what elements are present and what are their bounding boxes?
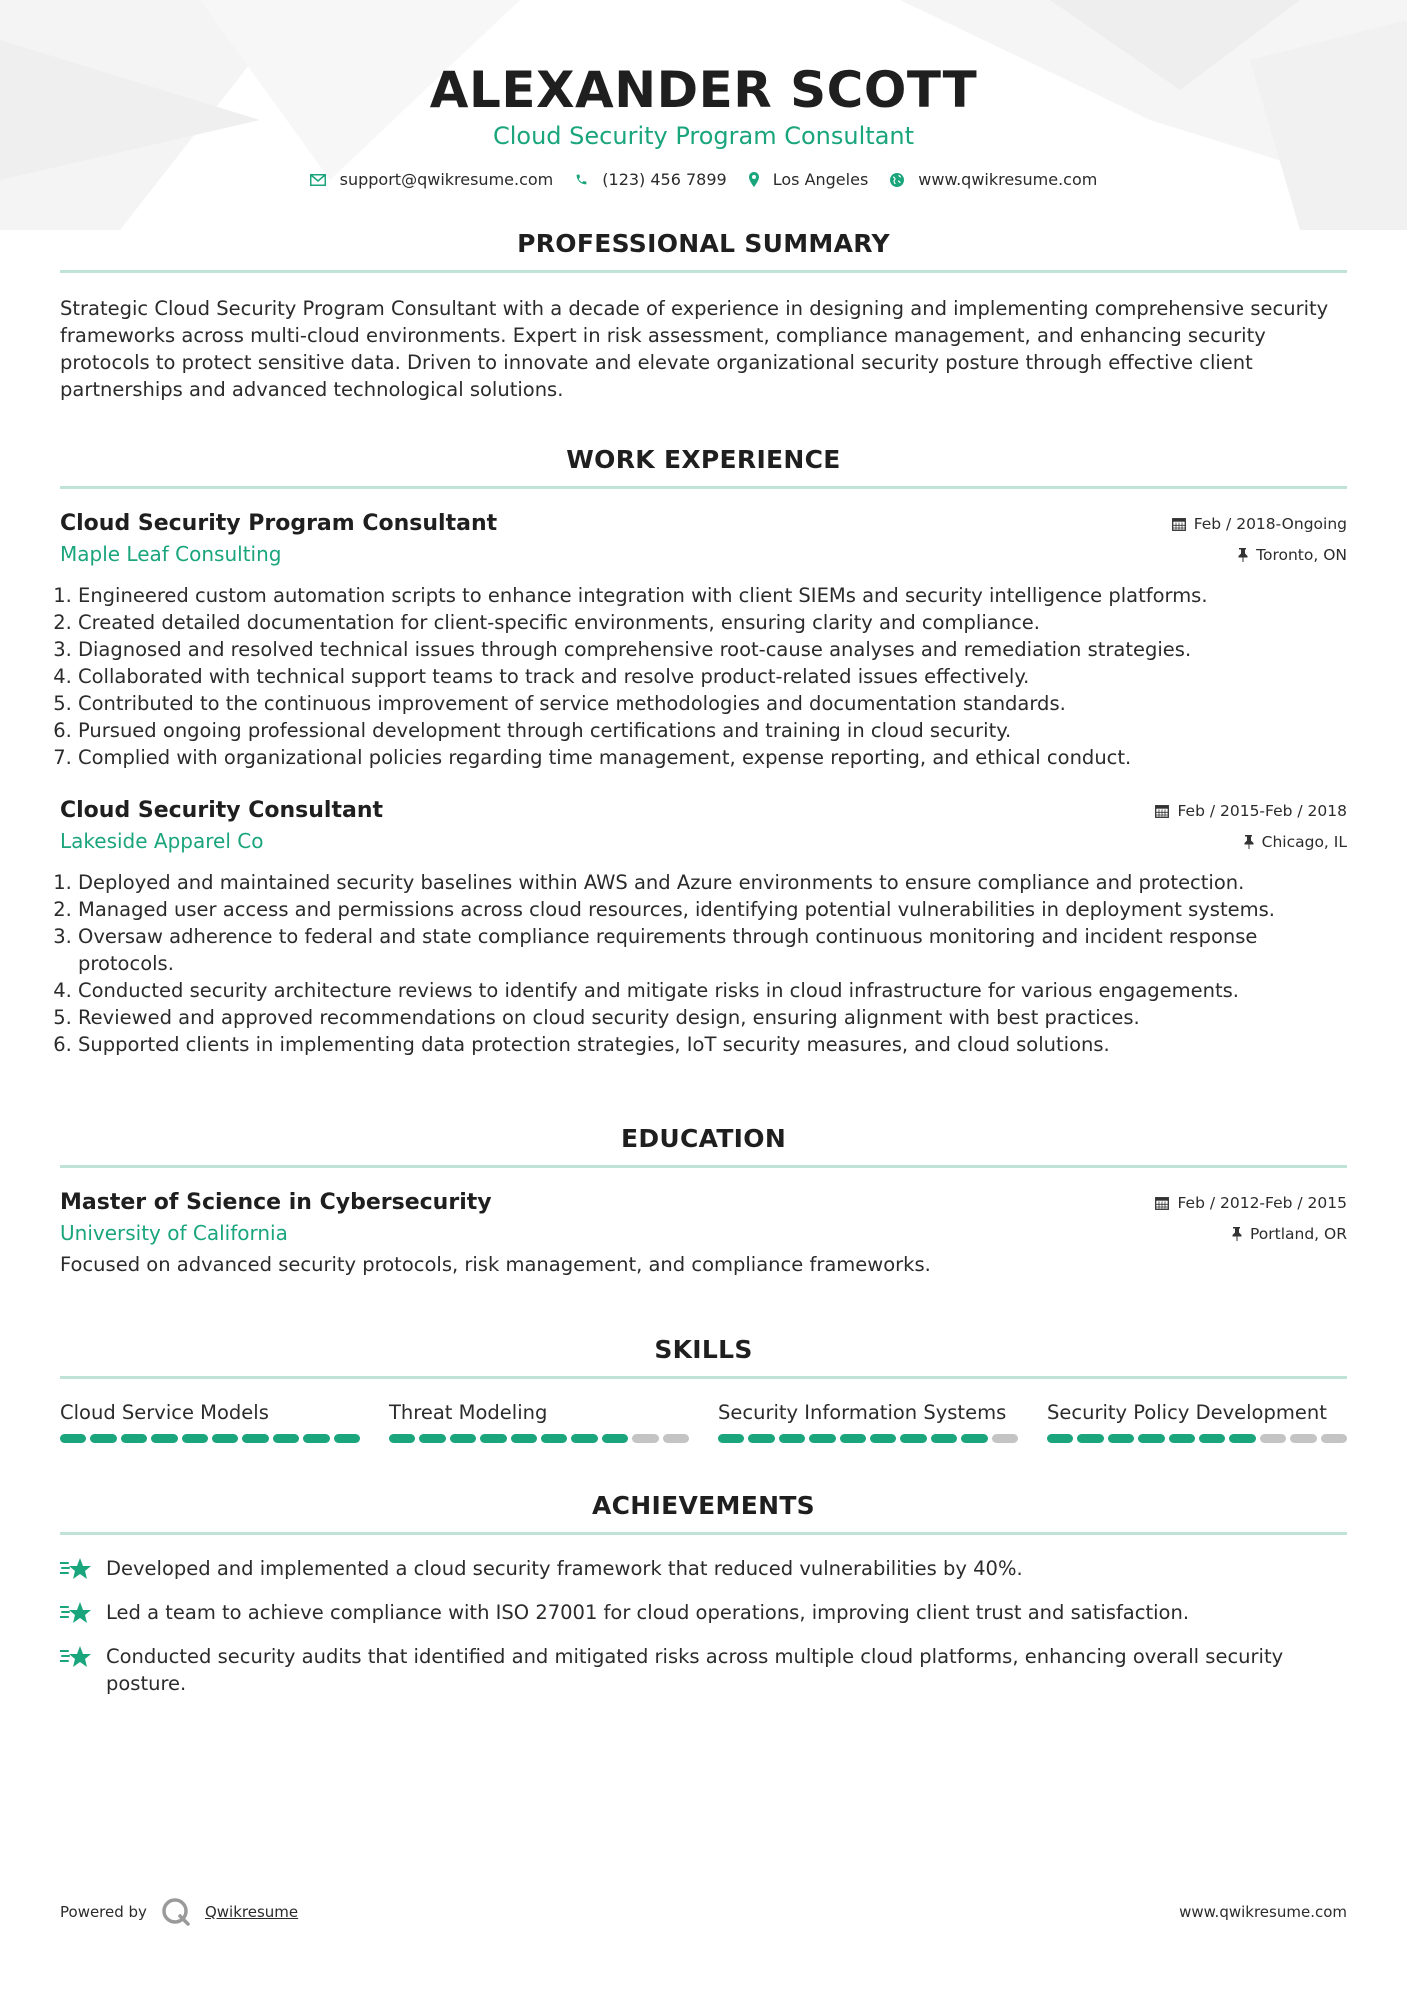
skill-segment-filled [840,1434,866,1443]
education-heading: EDUCATION [620,1124,787,1153]
skill-segment-filled [961,1434,987,1443]
duty-item: 6. Pursued ongoing professional development through certifications and training in cloud security. [78,717,1347,744]
duty-item: 2. Created detailed documentation for client-specific environments, ensuring clarity and compliance. [78,609,1347,636]
job-location [1243,833,1347,851]
achievement-item [60,1599,1347,1626]
skill-segment-filled [1077,1434,1103,1443]
section-divider [60,486,1347,489]
skill-level-bar [1047,1434,1347,1443]
skill-segment-filled [931,1434,957,1443]
qwikresume-logo-icon [161,1898,191,1926]
skill-segment-filled [480,1434,506,1443]
skill-segment-filled [900,1434,926,1443]
achievement-list [60,1555,1347,1697]
location-text: Los Angeles [772,170,869,189]
star-icon [60,1557,92,1581]
skill-segment-filled [212,1434,238,1443]
job-title: Cloud Security Consultant [60,798,384,823]
skills-heading: SKILLS [654,1335,753,1364]
skill-name: Security Information Systems [718,1401,1007,1424]
skill-segment-empty [992,1434,1018,1443]
job-entry [60,798,1347,1058]
job-title: Cloud Security Program Consultant [60,511,498,536]
achievement-text: Led a team to achieve compliance with ISO 27001 for cloud operations, improving client trust and satisfaction. [106,1601,1190,1624]
skill-name: Cloud Service Models [60,1401,269,1424]
star-icon [60,1645,92,1669]
job-entry [60,511,1347,771]
job-date [1155,802,1347,820]
skill-segment-filled [242,1434,268,1443]
skill-segment-filled [1047,1434,1073,1443]
company-name: Maple Leaf Consulting [60,542,282,566]
skill-segment-empty [1321,1434,1347,1443]
skill-segment-filled [1199,1434,1225,1443]
skill-segment-filled [718,1434,744,1443]
envelope-icon [310,174,326,186]
star-icon [60,1601,92,1625]
experience-section [60,445,1347,1058]
skill-segment-filled [1229,1434,1255,1443]
skill-segment-filled [1169,1434,1195,1443]
skill-segment-filled [1108,1434,1134,1443]
skill-segment-filled [602,1434,628,1443]
contact-phone[interactable] [575,170,726,189]
education-date-text: Feb / 2012-Feb / 2015 [1177,1194,1347,1212]
job-location [1237,546,1347,564]
website-text: www.qwikresume.com [918,170,1098,189]
skills-section [60,1335,1347,1443]
skill-segment-filled [60,1434,86,1443]
skill-item [718,1399,1018,1443]
duty-item: 1. Engineered custom automation scripts to enhance integration with client SIEMs and security intelligence platforms. [78,582,1347,609]
skill-level-bar [389,1434,689,1443]
duty-list [60,869,1347,1058]
skill-segment-filled [450,1434,476,1443]
email-text: support@qwikresume.com [339,170,554,189]
contact-bar [60,170,1347,189]
calendar-icon [1172,517,1186,531]
school-name: University of California [60,1221,288,1245]
company-name: Lakeside Apparel Co [60,829,264,853]
qwikresume-link[interactable]: Qwikresume [204,1903,299,1921]
duty-item: 4. Collaborated with technical support teams to track and resolve product-related issues effectively. [78,663,1347,690]
summary-section [60,229,1347,403]
duty-item: 7. Complied with organizational policies regarding time management, expense reporting, and ethical conduct. [78,744,1347,771]
pushpin-icon [1243,835,1254,849]
skill-segment-filled [334,1434,360,1443]
skill-segment-filled [273,1434,299,1443]
skill-segment-filled [419,1434,445,1443]
calendar-icon [1155,1196,1169,1210]
map-pin-icon [749,172,759,187]
education-location [1231,1225,1347,1243]
skill-segment-filled [748,1434,774,1443]
skill-item [1047,1399,1347,1443]
achievement-text: Conducted security audits that identified and mitigated risks across multiple cloud platforms, enhancing overall security posture. [106,1645,1284,1695]
duty-item: 1. Deployed and maintained security baselines within AWS and Azure environments to ensure compliance and protection. [78,869,1347,896]
duty-item: 5. Reviewed and approved recommendations on cloud security design, ensuring alignment with best practices. [78,1004,1347,1031]
contact-website[interactable] [890,170,1097,189]
skill-segment-empty [663,1434,689,1443]
candidate-title: Cloud Security Program Consultant [492,122,915,150]
skill-name: Threat Modeling [389,1401,548,1424]
powered-by [60,1898,298,1926]
job-date-text: Feb / 2015-Feb / 2018 [1177,802,1347,820]
education-section [60,1124,1347,1278]
achievements-heading: ACHIEVEMENTS [592,1491,815,1520]
calendar-icon [1155,804,1169,818]
job-location-text: Chicago, IL [1261,833,1347,851]
section-divider [60,1376,1347,1379]
skill-name: Security Policy Development [1047,1401,1327,1424]
experience-heading: WORK EXPERIENCE [566,445,841,474]
skill-segment-filled [90,1434,116,1443]
phone-icon [575,173,588,186]
page-footer [60,1898,1347,1926]
skill-segment-filled [571,1434,597,1443]
skill-level-bar [60,1434,360,1443]
skills-grid [60,1399,1347,1443]
skill-segment-filled [303,1434,329,1443]
duty-item: 4. Conducted security architecture reviews to identify and mitigate risks in cloud infrastructure for various engagements. [78,977,1347,1004]
skill-segment-filled [779,1434,805,1443]
globe-icon [890,173,904,187]
section-divider [60,1165,1347,1168]
duty-item: 2. Managed user access and permissions across cloud resources, identifying potential vulnerabilities in deployment systems. [78,896,1347,923]
duty-item: 3. Oversaw adherence to federal and state compliance requirements through continuous monitoring and incident response protocols. [78,923,1347,977]
job-location-text: Toronto, ON [1256,546,1347,564]
duty-item: 5. Contributed to the continuous improvement of service methodologies and documentation standards. [78,690,1347,717]
duty-item: 3. Diagnosed and resolved technical issues through comprehensive root-cause analyses and remediation strategies. [78,636,1347,663]
skill-segment-filled [541,1434,567,1443]
footer-website[interactable]: www.qwikresume.com [1179,1903,1347,1921]
education-location-text: Portland, OR [1249,1225,1347,1243]
skill-segment-empty [632,1434,658,1443]
duty-list [60,582,1347,771]
skill-segment-filled [511,1434,537,1443]
pushpin-icon [1231,1227,1242,1241]
contact-location [749,170,869,189]
skill-segment-filled [151,1434,177,1443]
skill-item [389,1399,689,1443]
achievement-item [60,1555,1347,1582]
phone-text: (123) 456 7899 [602,170,727,189]
job-date-text: Feb / 2018-Ongoing [1193,515,1347,533]
job-date [1172,515,1347,533]
skill-segment-filled [1138,1434,1164,1443]
skill-segment-filled [870,1434,896,1443]
achievements-section [60,1491,1347,1697]
skill-segment-filled [389,1434,415,1443]
education-date [1155,1194,1347,1212]
skill-segment-empty [1290,1434,1316,1443]
skill-segment-filled [121,1434,147,1443]
section-divider [60,1532,1347,1535]
achievement-item [60,1643,1347,1697]
skill-level-bar [718,1434,1018,1443]
achievement-text: Developed and implemented a cloud security framework that reduced vulnerabilities by 40%. [106,1557,1023,1580]
degree-title: Master of Science in Cybersecurity [60,1190,492,1215]
resume-header [60,0,1347,189]
duty-item: 6. Supported clients in implementing data protection strategies, IoT security measures, and cloud solutions. [78,1031,1347,1058]
summary-text: Strategic Cloud Security Program Consultant with a decade of experience in designing and implementing comprehensive security frameworks across multi-cloud environments. Expert in risk assessment, compliance management, and enhancing security protocols to protect sensitive data. Driven to innovate and elevate organizational security posture through effective client partnerships and advanced technological solutions. [60,297,1329,401]
education-description: Focused on advanced security protocols, risk management, and compliance frameworks. [60,1253,931,1276]
skill-segment-empty [1260,1434,1286,1443]
summary-heading: PROFESSIONAL SUMMARY [517,229,890,258]
candidate-name: ALEXANDER SCOTT [429,61,978,119]
section-divider [60,270,1347,273]
pushpin-icon [1237,548,1248,562]
skill-segment-filled [182,1434,208,1443]
skill-item [60,1399,360,1443]
skill-segment-filled [809,1434,835,1443]
powered-by-label: Powered by [60,1903,147,1921]
contact-email[interactable] [310,170,554,189]
